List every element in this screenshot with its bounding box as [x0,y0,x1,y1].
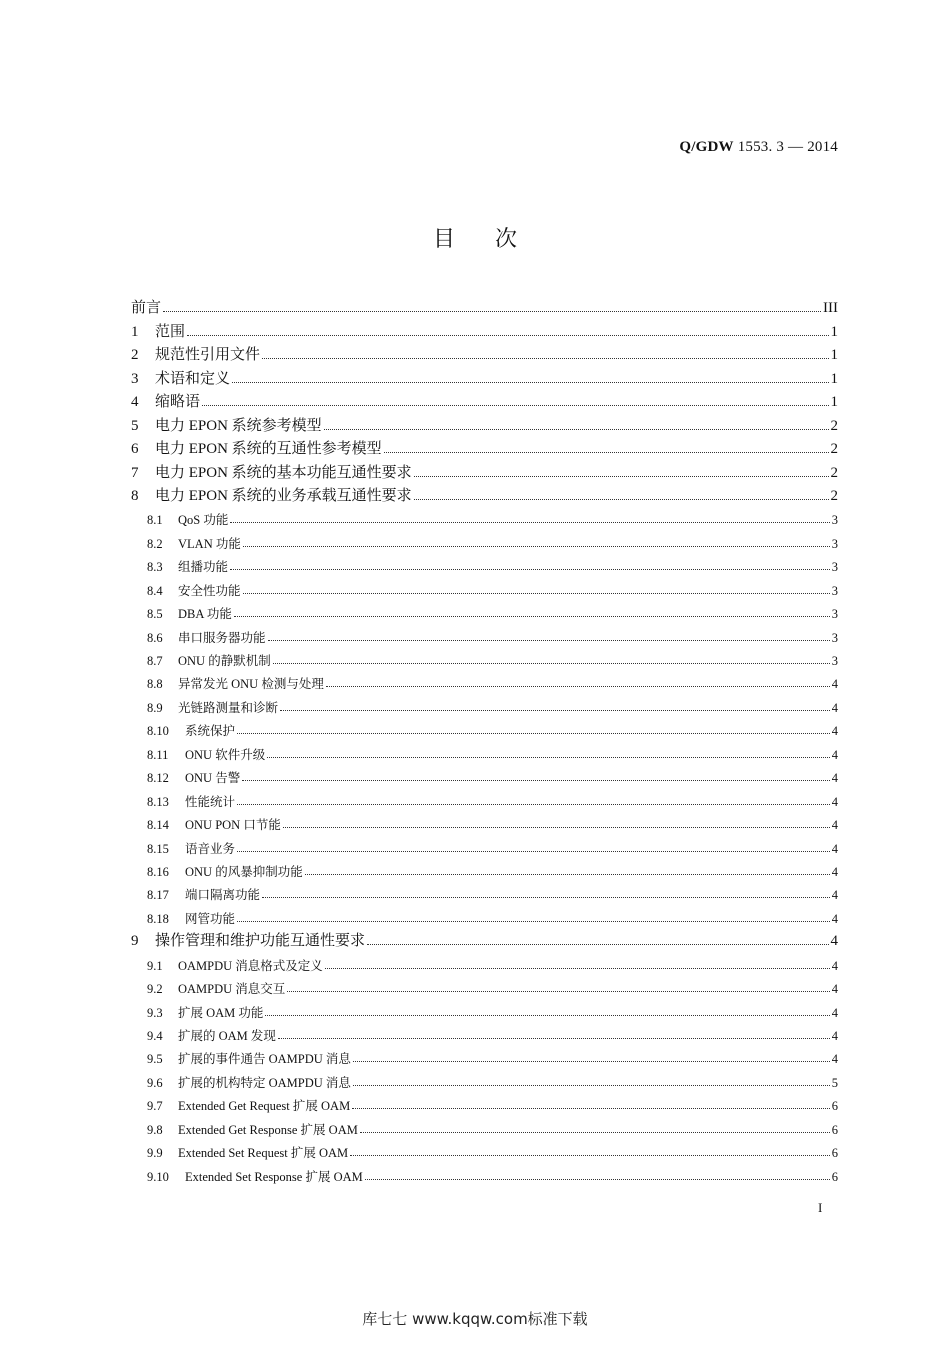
toc-dot-leader [283,826,830,828]
toc-entry-number: 3 [131,370,139,387]
toc-dot-leader [353,1060,830,1062]
toc-dot-leader [360,1131,830,1133]
toc-entry-number: 5 [131,417,139,434]
toc-entry-title: ONU 的静默机制 [178,654,271,668]
toc-entry-title: 规范性引用文件 [155,347,261,364]
toc-entry-title: ONU PON 口节能 [185,818,281,833]
toc-entry-page: 1 [830,394,838,411]
toc-dot-leader [305,873,830,875]
toc-entry-number: 8.10 [147,724,169,739]
toc-dot-leader [202,404,828,406]
toc-entry-page: 6 [831,1169,838,1184]
toc-dot-leader [325,967,830,969]
toc-dot-leader [237,850,830,852]
toc-entry-page: 6 [831,1122,838,1137]
toc-entry-number: 8.1 [147,513,163,528]
toc-entry-title: 扩展的事件通告 OAMPDU 消息 [178,1052,351,1067]
toc-entry-page: 4 [831,911,838,926]
toc-entry-page: 4 [831,724,838,739]
toc-entry-number: 8.11 [147,747,169,762]
toc-title: 目次 [432,227,557,252]
page-number: I [818,1200,823,1215]
toc-entry-title: QoS 功能 [178,513,229,528]
toc-entry[interactable] [131,786,838,809]
toc-entry-number: 4 [131,394,139,411]
standard-prefix: Q/GDW [679,139,734,155]
toc-entry-number: 8.17 [147,888,169,903]
toc-entry-number: 8.3 [147,560,163,575]
toc-entry-number: 8.7 [147,654,163,668]
toc-entry-page: 2 [830,417,838,434]
toc-entry-number: 6 [131,441,139,458]
toc-entry-title: ONU 告警 [185,771,241,786]
toc-entry[interactable] [131,411,838,434]
toc-entry-page: 4 [831,958,838,973]
toc-dot-leader [365,1178,830,1180]
table-of-contents [131,294,838,1185]
toc-dot-leader [367,943,828,945]
toc-entry-title: 语音业务 [185,841,236,856]
toc-entry-page: III [823,300,838,317]
toc-entry[interactable] [131,1161,838,1184]
toc-dot-leader [232,381,828,383]
toc-entry-number: 8.13 [147,794,169,809]
toc-entry-title: 电力 EPON 系统参考模型 [155,417,322,434]
toc-entry-number: 8.6 [147,630,163,645]
toc-dot-leader [230,521,829,523]
toc-entry-number: 9.3 [147,1005,163,1020]
toc-entry-number: 1 [131,323,139,340]
toc-entry-number: 8.8 [147,677,163,692]
toc-entry[interactable] [131,857,838,880]
toc-entry[interactable] [131,739,838,762]
toc-entry[interactable] [131,669,838,692]
toc-entry-page: 6 [831,1099,838,1114]
toc-entry[interactable] [131,646,838,669]
toc-entry-number: 2 [131,347,139,364]
toc-entry-page: 2 [830,487,838,504]
toc-entry[interactable] [131,927,838,950]
toc-entry[interactable] [131,1114,838,1137]
toc-entry-title: 串口服务器功能 [178,630,266,645]
toc-entry[interactable] [131,1021,838,1044]
toc-entry-number: 8.15 [147,841,169,856]
toc-entry-number: 9.6 [147,1075,163,1090]
toc-entry-title: 异常发光 ONU 检测与处理 [178,677,324,692]
toc-entry-title: 缩略语 [155,394,201,411]
toc-dot-leader [230,568,830,570]
toc-entry-title: Extended Get Request 扩展 OAM [178,1099,351,1114]
toc-dot-leader [262,357,828,359]
toc-dot-leader [350,1154,830,1156]
toc-entry[interactable] [131,505,838,528]
toc-entry[interactable] [131,692,838,715]
toc-dot-leader [414,498,829,500]
toc-entry-title: OAMPDU 消息交互 [178,982,286,997]
toc-dot-leader [324,428,829,430]
toc-entry-title: Extended Set Response 扩展 OAM [185,1169,363,1184]
toc-entry-number: 8.18 [147,911,169,926]
toc-entry[interactable] [131,317,838,340]
toc-dot-leader [234,615,830,617]
toc-entry-page: 6 [831,1146,838,1161]
footer-watermark: 库七七 www.kqqw.com标准下载 [362,1310,588,1328]
toc-entry-title: 系统保护 [185,724,236,739]
toc-dot-leader [265,1014,829,1016]
toc-entry-title: 术语和定义 [155,370,231,387]
toc-entry-number: 8.9 [147,700,163,715]
toc-dot-leader [267,756,830,758]
toc-entry[interactable] [131,388,838,411]
toc-entry-title: 安全性功能 [178,583,241,598]
toc-entry-title: 电力 EPON 系统的互通性参考模型 [155,441,382,458]
standard-code [679,139,838,156]
toc-entry-page: 4 [831,888,838,903]
toc-entry-page: 4 [831,1005,838,1020]
toc-entry-number: 9.9 [147,1146,163,1161]
toc-entry-title: VLAN 功能 [178,536,241,551]
toc-entry-page: 1 [830,323,838,340]
toc-entry[interactable] [131,599,838,622]
toc-dot-leader [187,334,828,336]
toc-entry-page: 4 [830,933,838,950]
toc-entry-page: 2 [830,464,838,481]
toc-dot-leader [414,475,829,477]
toc-entry-page: 4 [831,818,838,833]
toc-entry-title: Extended Set Request 扩展 OAM [178,1146,349,1161]
toc-entry-page: 1 [830,370,838,387]
toc-entry-title: 扩展的机构特定 OAMPDU 消息 [178,1075,351,1090]
toc-entry-page: 4 [831,677,838,692]
toc-entry-page: 4 [831,982,838,997]
toc-entry-page: 3 [831,560,838,575]
toc-entry-page: 3 [831,654,838,668]
toc-entry[interactable] [131,997,838,1020]
toc-entry-number: 9 [131,933,139,950]
toc-entry[interactable] [131,763,838,786]
toc-dot-leader [243,545,830,547]
toc-dot-leader [273,662,830,664]
toc-entry-title: 范围 [155,323,186,340]
toc-entry[interactable] [131,622,838,645]
toc-entry-title: 扩展的 OAM 发现 [178,1029,276,1043]
toc-entry-title: 扩展 OAM 功能 [178,1005,264,1020]
toc-dot-leader [268,639,830,641]
toc-entry-page: 5 [831,1075,838,1090]
toc-entry-number: 8.16 [147,864,169,879]
toc-entry-title: 网管功能 [185,911,236,926]
toc-entry-title: 性能统计 [185,794,236,809]
toc-dot-leader [163,310,821,312]
toc-entry-number: 9.2 [147,982,163,997]
standard-number: 1553. 3 — 2014 [733,139,838,155]
toc-entry-page: 3 [831,513,838,528]
toc-dot-leader [352,1107,830,1109]
toc-dot-leader [237,803,830,805]
toc-dot-leader [280,709,830,711]
toc-entry[interactable] [131,833,838,856]
toc-entry[interactable] [131,1067,838,1090]
toc-dot-leader [384,451,829,453]
toc-entry-page: 4 [831,794,838,809]
toc-entry[interactable] [131,575,838,598]
toc-entry-page: 4 [831,747,838,762]
toc-entry-title: ONU 软件升级 [185,747,266,762]
toc-entry[interactable] [131,341,838,364]
toc-entry-number: 8.5 [147,607,163,622]
toc-entry-page: 3 [831,583,838,598]
toc-entry-page: 2 [830,441,838,458]
toc-entry-number: 8.12 [147,771,169,786]
toc-entry-page: 4 [831,1052,838,1067]
toc-entry[interactable] [131,482,838,505]
toc-entry-page: 4 [831,771,838,786]
toc-entry-title: 操作管理和维护功能互通性要求 [155,933,366,950]
toc-dot-leader [287,990,829,992]
toc-entry-title: Extended Get Response 扩展 OAM [178,1122,358,1137]
toc-entry-number: 9.10 [147,1169,169,1184]
toc-dot-leader [237,920,830,922]
toc-entry[interactable] [131,716,838,739]
toc-entry-page: 3 [831,630,838,645]
toc-entry-page: 4 [831,841,838,856]
toc-dot-leader [262,896,830,898]
toc-dot-leader [242,779,830,781]
toc-entry-title: 前言 [131,300,162,317]
toc-entry[interactable] [131,1044,838,1067]
toc-entry[interactable] [131,435,838,458]
toc-entry-page: 4 [831,700,838,715]
toc-entry-page: 4 [831,1029,838,1043]
toc-entry[interactable] [131,950,838,973]
toc-dot-leader [237,732,830,734]
toc-entry[interactable] [131,294,838,317]
toc-entry-page: 3 [831,536,838,551]
toc-entry-title: OAMPDU 消息格式及定义 [178,958,323,973]
toc-entry[interactable] [131,1138,838,1161]
toc-entry[interactable] [131,552,838,575]
toc-entry-page: 3 [831,607,838,622]
toc-entry-title: 光链路测量和诊断 [178,700,279,715]
toc-entry-title: 电力 EPON 系统的基本功能互通性要求 [155,464,412,481]
toc-entry-number: 8.4 [147,583,163,598]
toc-dot-leader [278,1037,830,1039]
toc-entry-number: 9.7 [147,1099,163,1114]
toc-entry-number: 8 [131,487,139,504]
toc-dot-leader [243,592,830,594]
toc-entry[interactable] [131,974,838,997]
toc-entry[interactable] [131,903,838,926]
toc-entry-number: 9.1 [147,958,163,973]
toc-entry-number: 8.14 [147,818,169,833]
toc-entry-number: 7 [131,464,139,481]
toc-entry[interactable] [131,528,838,551]
toc-entry[interactable] [131,810,838,833]
toc-entry[interactable] [131,364,838,387]
toc-entry-number: 9.8 [147,1122,163,1137]
toc-entry-page: 4 [831,864,838,879]
toc-entry-number: 8.2 [147,536,163,551]
toc-entry-title: 端口隔离功能 [185,888,261,903]
toc-entry-title: ONU 的风暴抑制功能 [185,864,303,879]
toc-entry-title: 组播功能 [178,560,229,575]
toc-entry[interactable] [131,1091,838,1114]
toc-dot-leader [326,685,830,687]
toc-entry-number: 9.4 [147,1029,163,1043]
toc-entry[interactable] [131,880,838,903]
toc-entry-page: 1 [830,347,838,364]
toc-entry-number: 9.5 [147,1052,163,1067]
toc-dot-leader [353,1084,830,1086]
toc-entry-title: DBA 功能 [178,607,232,622]
toc-entry[interactable] [131,458,838,481]
toc-entry-title: 电力 EPON 系统的业务承载互通性要求 [155,487,412,504]
